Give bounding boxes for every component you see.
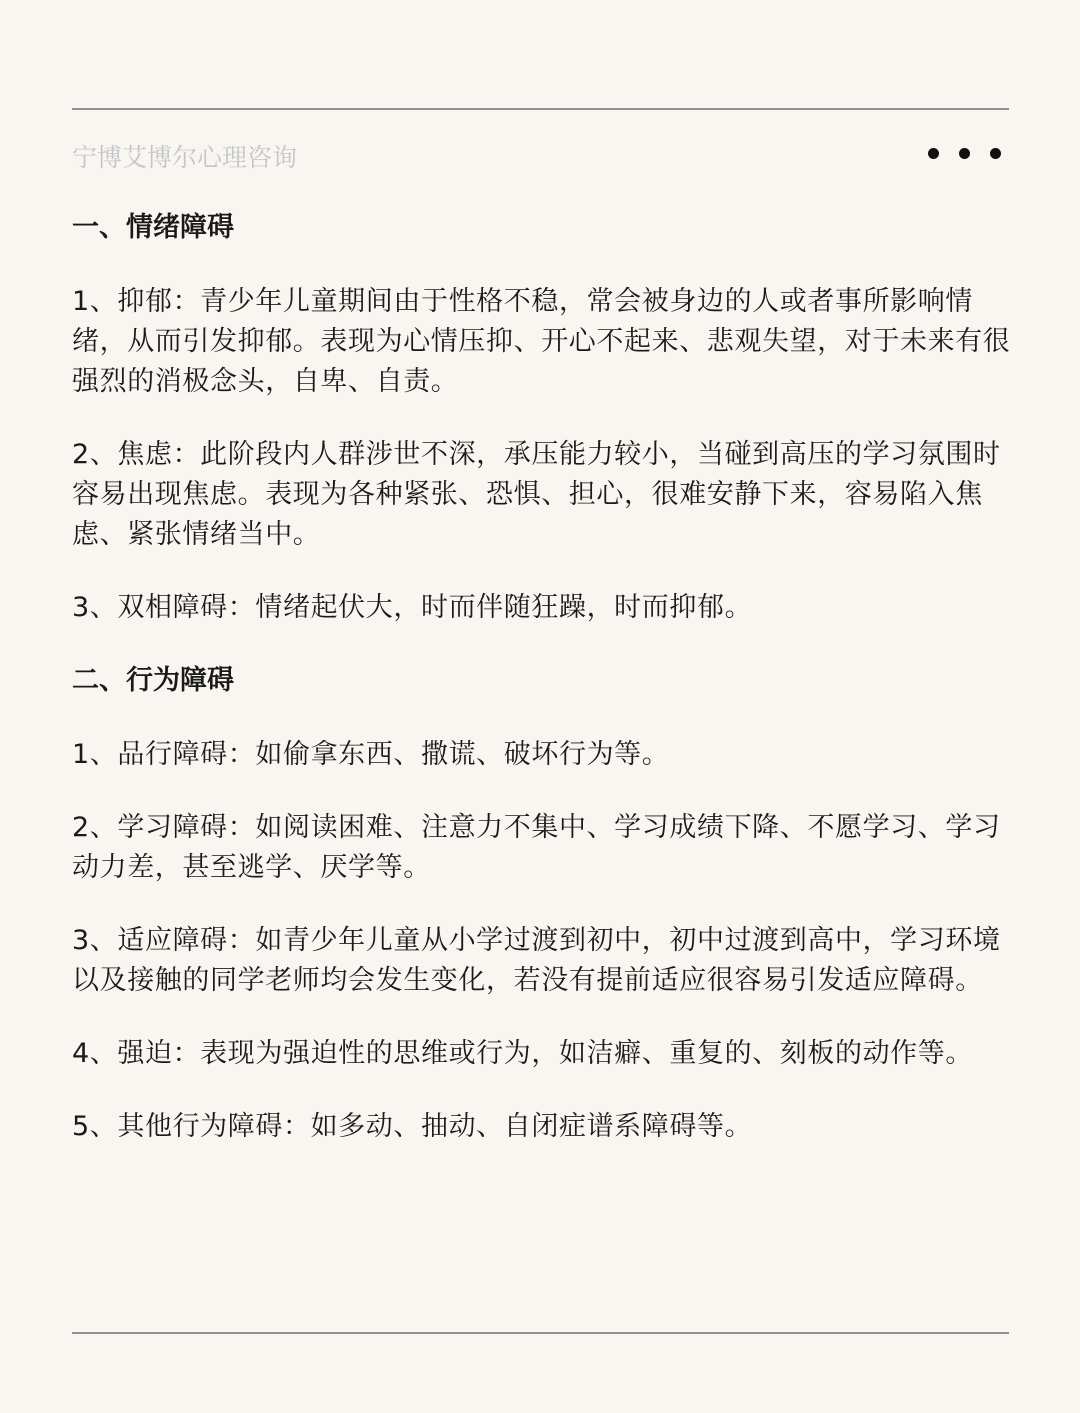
more-options-icon[interactable] [928,148,1001,159]
paragraph: 5、其他行为障碍：如多动、抽动、自闭症谱系障碍等。 [72,1111,753,1142]
dot-icon [928,148,939,159]
section-heading: 一、情绪障碍 [72,212,234,243]
paragraph: 1、抑郁：青少年儿童期间由于性格不稳，常会被身边的人或者事所影响情绪，从而引发抑郁。表现为心情压抑、开心不起来、悲观失望，对于未来有很强烈的消极念头，自卑、自责。 [72,286,1011,397]
header [72,140,1009,180]
article-body [72,208,1012,1180]
paragraph: 3、双相障碍：情绪起伏大，时而伴随狂躁，时而抑郁。 [72,592,753,623]
paragraph: 1、品行障碍：如偷拿东西、撒谎、破坏行为等。 [72,739,670,770]
paragraph: 2、学习障碍：如阅读困难、注意力不集中、学习成绩下降、不愿学习、学习动力差，甚至逃学、厌学等。 [72,812,1001,883]
section-heading: 二、行为障碍 [72,665,234,696]
paragraph: 3、适应障碍：如青少年儿童从小学过渡到初中，初中过渡到高中，学习环境以及接触的同学老师均会发生变化，若没有提前适应很容易引发适应障碍。 [72,925,1001,996]
top-divider [72,108,1009,110]
bottom-divider [72,1332,1009,1334]
brand-name: 宁博艾博尔心理咨询 [72,143,298,172]
paragraph: 2、焦虑：此阶段内人群涉世不深，承压能力较小，当碰到高压的学习氛围时容易出现焦虑。表现为各种紧张、恐惧、担心，很难安静下来，容易陷入焦虑、紧张情绪当中。 [72,439,1001,550]
dot-icon [990,148,1001,159]
paragraph: 4、强迫：表现为强迫性的思维或行为，如洁癖、重复的、刻板的动作等。 [72,1038,973,1069]
dot-icon [959,148,970,159]
